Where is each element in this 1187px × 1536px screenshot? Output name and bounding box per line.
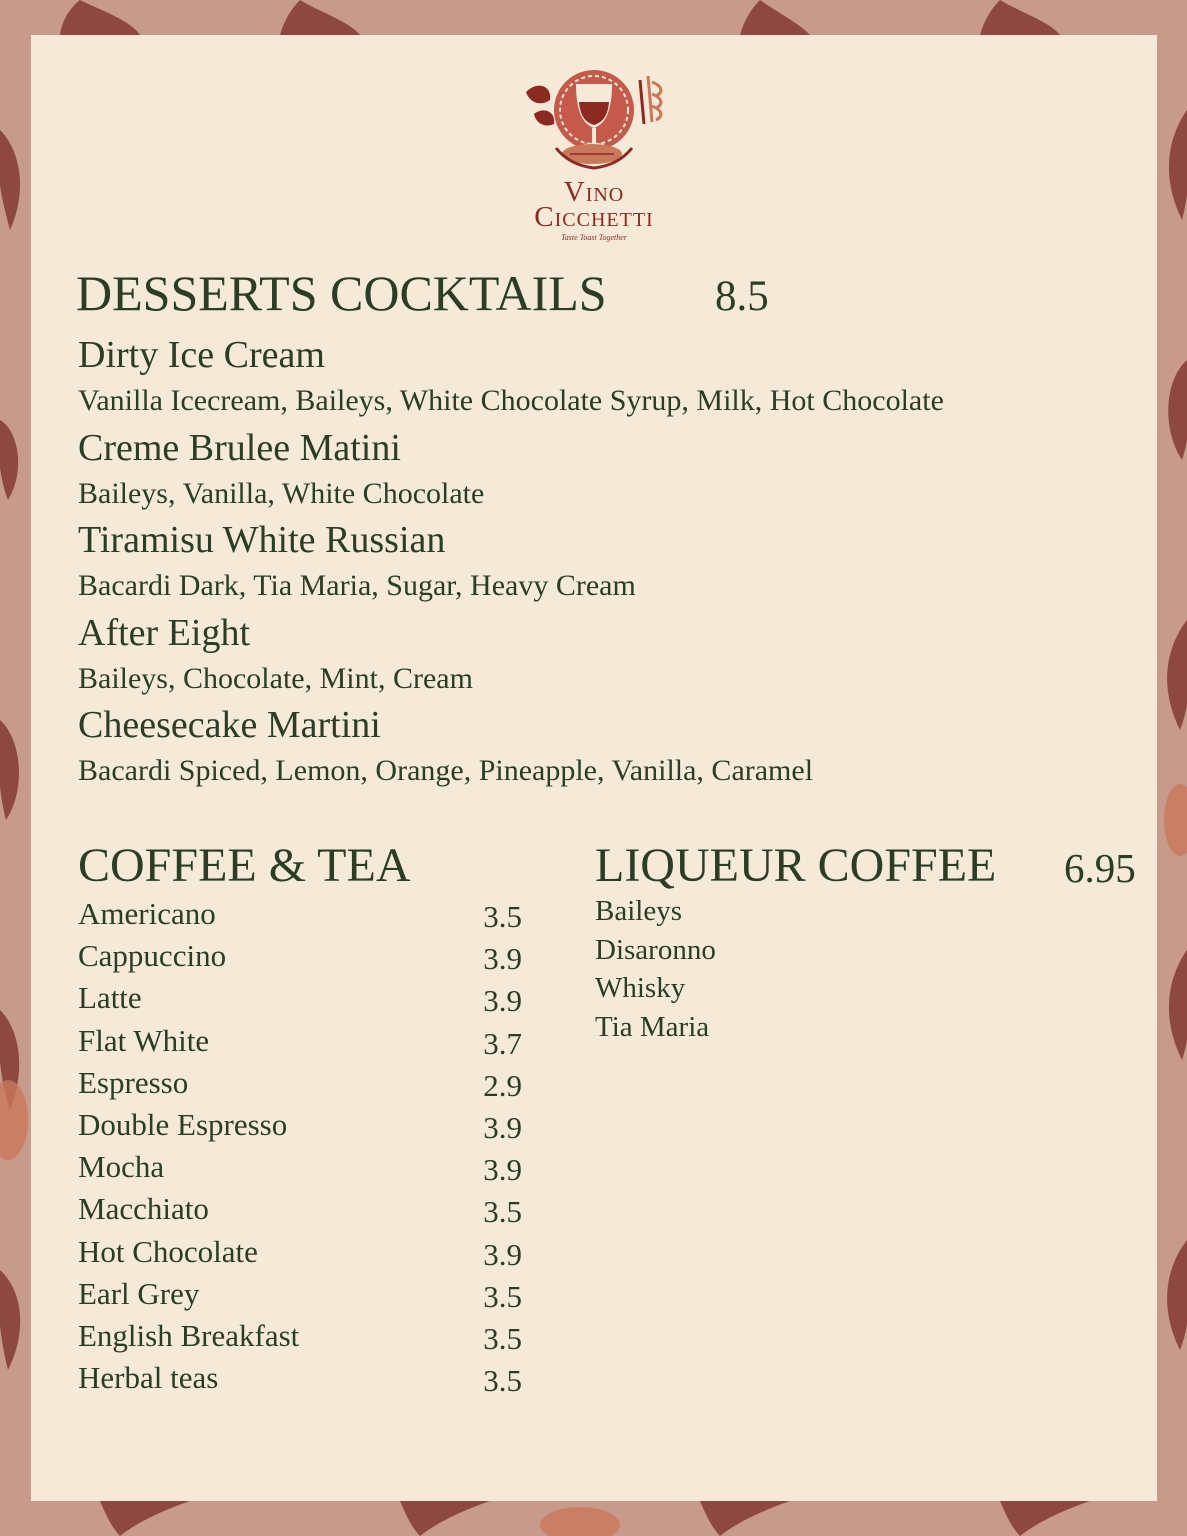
cocktail-name: Dirty Ice Cream: [78, 334, 325, 376]
liqueur-coffee-list: [595, 892, 995, 1046]
item-price: 2.9: [483, 1067, 522, 1103]
liqueur-coffee-title: LIQUEUR COFFEE: [595, 839, 997, 892]
cocktail-ingredients: Bacardi Spiced, Lemon, Orange, Pineapple, Vanilla, Caramel: [78, 754, 814, 787]
item-name: Hot Chocolate: [78, 1233, 258, 1269]
list-item: [78, 977, 528, 1019]
brand-tagline: Taste Toast Together: [561, 233, 627, 242]
cocktail-ingredients: Baileys, Chocolate, Mint, Cream: [78, 661, 473, 695]
list-item: [78, 893, 528, 935]
list-item: [78, 1104, 528, 1146]
cocktail-name: Creme Brulee Matini: [78, 426, 401, 469]
coffee-tea-list: [78, 893, 528, 1399]
list-item: [78, 1357, 528, 1399]
item-price: 3.5: [483, 1194, 522, 1230]
list-item: Disaronno: [595, 933, 716, 966]
brand-name-line1: Vino: [563, 176, 625, 208]
cocktail-item: [78, 702, 1118, 795]
list-item: [78, 1273, 528, 1315]
item-name: Double Espresso: [78, 1106, 288, 1142]
cocktail-name: Tiramisu White Russian: [78, 519, 446, 561]
liqueur-coffee-price: 6.95: [1064, 845, 1136, 891]
list-item: [78, 1188, 528, 1230]
list-item: [78, 1062, 528, 1104]
cocktail-ingredients: Baileys, Vanilla, White Chocolate: [78, 476, 485, 510]
item-name: Cappuccino: [78, 938, 227, 974]
list-item: Baileys: [595, 895, 682, 927]
coffee-tea-title: COFFEE & TEA: [78, 839, 411, 892]
item-price: 3.5: [483, 1363, 522, 1399]
cocktail-name: Cheesecake Martini: [78, 704, 381, 746]
cocktail-item: [78, 610, 1118, 703]
item-name: Latte: [78, 980, 142, 1016]
item-price: 3.5: [483, 1278, 522, 1314]
logo-emblem-icon: [516, 62, 672, 174]
list-item: [78, 1315, 528, 1357]
cocktail-name: After Eight: [78, 611, 251, 654]
desserts-cocktails-list: [78, 332, 1118, 795]
cocktail-ingredients: Vanilla Icecream, Baileys, White Chocolate Syrup, Milk, Hot Chocolate: [78, 384, 944, 417]
cocktail-item: [78, 425, 1118, 518]
item-price: 3.9: [483, 983, 522, 1019]
brand-name-line2: Cicchetti: [534, 201, 654, 233]
item-name: Mocha: [78, 1149, 165, 1185]
cocktail-item: [78, 332, 1118, 425]
list-item: [78, 1146, 528, 1188]
item-name: English Breakfast: [78, 1317, 300, 1353]
cocktail-ingredients: Bacardi Dark, Tia Maria, Sugar, Heavy Cream: [78, 569, 636, 602]
item-name: Flat White: [78, 1022, 210, 1058]
list-item: Tia Maria: [595, 1010, 710, 1043]
item-name: Herbal teas: [78, 1360, 219, 1396]
item-name: Espresso: [78, 1064, 189, 1100]
item-price: 3.9: [483, 1152, 522, 1188]
item-name: Macchiato: [78, 1191, 209, 1227]
restaurant-logo: [516, 62, 672, 252]
item-price: 3.7: [483, 1025, 522, 1061]
item-name: Earl Grey: [78, 1275, 200, 1311]
list-item: [78, 1020, 528, 1062]
list-item: [78, 935, 528, 977]
item-name: Americano: [78, 896, 216, 931]
item-price: 3.5: [483, 1320, 522, 1356]
desserts-cocktails-price: 8.5: [715, 273, 769, 320]
list-item: Whisky: [595, 972, 686, 1005]
item-price: 3.9: [483, 1236, 522, 1272]
list-item: [78, 1231, 528, 1273]
item-price: 3.9: [483, 941, 522, 977]
item-price: 3.5: [483, 899, 522, 934]
cocktail-item: [78, 517, 1118, 610]
desserts-cocktails-title: DESSERTS COCKTAILS: [76, 265, 607, 321]
item-price: 3.9: [483, 1109, 522, 1145]
